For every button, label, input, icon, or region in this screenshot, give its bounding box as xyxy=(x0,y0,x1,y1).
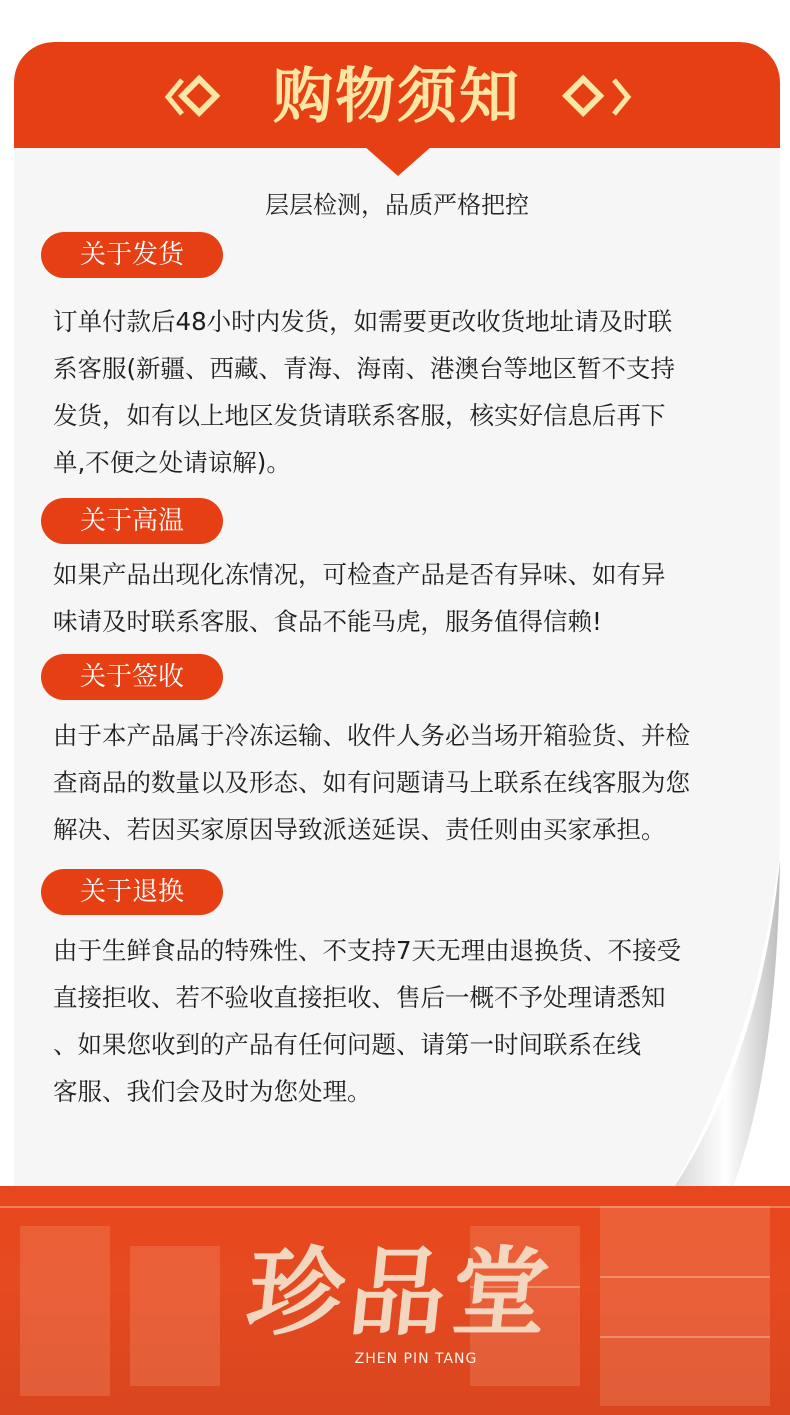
right-diamond-arrow-icon xyxy=(562,72,632,122)
text-line: 、如果您收到的产品有任何问题、请第一时间联系在线 xyxy=(53,1030,641,1059)
text-line: 系客服(新疆、西藏、青海、海南、港澳台等地区暂不支持 xyxy=(53,354,676,383)
text-line: 订单付款后48小时内发货，如需要更改收货地址请及时联 xyxy=(53,307,673,336)
notice-card xyxy=(14,42,780,1190)
section-label-signing: 关于签收 xyxy=(41,654,223,700)
text-line: 味请及时联系客服、食品不能马虎，服务值得信赖! xyxy=(53,607,602,636)
brand-footer xyxy=(0,1186,790,1415)
text-line: 由于本产品属于冷冻运输、收件人务必当场开箱验货、并检 xyxy=(53,721,690,750)
section-label-shipping: 关于发货 xyxy=(41,232,223,278)
page-subtitle: 层层检测，品质严格把控 xyxy=(265,191,529,219)
brand-logo: 珍品堂 xyxy=(242,1236,560,1349)
shelf-line xyxy=(600,1336,770,1338)
store-shelf xyxy=(130,1246,220,1386)
store-shelf xyxy=(20,1226,110,1396)
ceiling-line xyxy=(0,1206,790,1208)
text-line: 客服、我们会及时为您处理。 xyxy=(53,1077,372,1106)
text-line: 解决、若因买家原因导致派送延误、责任则由买家承担。 xyxy=(53,815,666,844)
shelf-line xyxy=(600,1276,770,1278)
text-line: 发货，如有以上地区发货请联系客服，核实好信息后再下 xyxy=(53,401,666,430)
page-title: 购物须知 xyxy=(273,62,521,132)
section-text-heat xyxy=(53,551,773,645)
page-curl-decoration xyxy=(612,850,780,1190)
brand-logo-en: ZHEN PIN TANG xyxy=(354,1351,478,1367)
section-label-returns: 关于退换 xyxy=(41,869,223,915)
section-label-heat: 关于高温 xyxy=(41,498,223,544)
text-line: 由于生鲜食品的特殊性、不支持7天无理由退换货、不接受 xyxy=(53,936,682,965)
text-line: 单,不便之处请谅解)。 xyxy=(53,448,291,477)
text-line: 直接拒收、若不验收直接拒收、售后一概不予处理请悉知 xyxy=(53,983,666,1012)
header-banner xyxy=(14,42,780,148)
text-line: 如果产品出现化冻情况，可检查产品是否有异味、如有异 xyxy=(53,560,666,589)
text-line: 查商品的数量以及形态、如有问题请马上联系在线客服为您 xyxy=(53,768,690,797)
header-pointer xyxy=(364,146,432,176)
section-text-shipping xyxy=(53,298,773,486)
store-shelf xyxy=(600,1206,770,1406)
section-text-signing xyxy=(53,712,773,853)
